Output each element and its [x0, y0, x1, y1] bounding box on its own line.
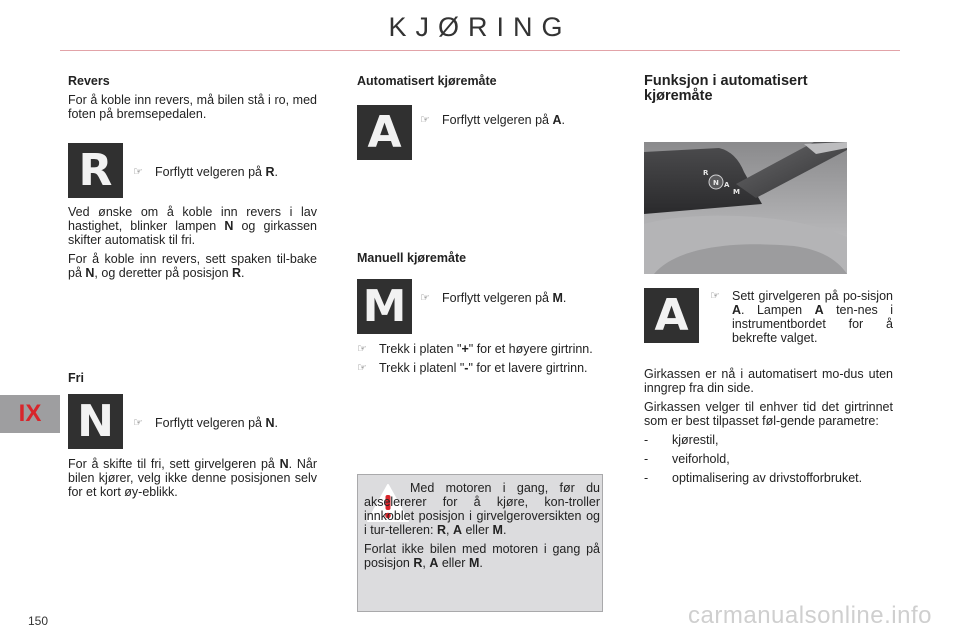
revers-section	[68, 74, 317, 121]
watermark: carmanualsonline.info	[688, 602, 932, 629]
hand-pointer-icon: ☞	[357, 343, 367, 355]
gear-r-box	[68, 143, 123, 198]
step-minus: ☞ Trekk i platenl "-" for et lavere girtrinn.	[357, 361, 588, 375]
a-instruction: ☞ Forflytt velgeren på A.	[420, 113, 565, 127]
fri-section	[68, 371, 84, 385]
auto-p2: Girkassen velger til enhver tid det girtrinnet som er best tilpasset føl-gende parametre:	[644, 400, 893, 428]
manual-heading: Manuell kjøremåte	[357, 251, 467, 265]
page-number: 150	[28, 614, 49, 628]
chapter-tab[interactable]	[0, 395, 60, 433]
list-item: - optimalisering av drivstofforbruket.	[644, 471, 863, 485]
revers-intro: For å koble inn revers, må bilen stå i ro, med foten på bremsepedalen.	[68, 93, 317, 121]
gear-n-letter: N	[77, 395, 114, 447]
fri-p1: For å skifte til fri, sett girvelgeren på N. Når bilen kjører, velg ikke denne posisjonen selv for et kort øy-eblikk.	[68, 457, 317, 499]
step-plus: ☞ Trekk i platen "+" for et høyere girtrinn.	[357, 342, 593, 356]
r-instruction: ☞ Forflytt velgeren på R.	[133, 165, 278, 179]
manual-steps	[357, 342, 603, 375]
revers-p2: For å koble inn revers, sett spaken til-bake på N, og deretter på posisjon R.	[68, 252, 317, 280]
header-rule	[60, 50, 900, 51]
warning-p2: Forlat ikke bilen med motoren i gang på posisjon R, A eller M.	[364, 542, 600, 570]
warning-p1: Med motoren i gang, før du akselererer for å kjøre, kon-troller innkoblet posisjon i girvelgeroversikten og i tur-telleren: R, A eller M.	[364, 481, 600, 537]
manual-heading-wrap	[357, 251, 466, 265]
hand-pointer-icon: ☞	[133, 417, 143, 429]
gear-r-letter: R	[78, 144, 113, 196]
n-instruction: ☞ Forflytt velgeren på N.	[133, 416, 278, 430]
gear-n-box	[68, 394, 123, 449]
auto-p1: Girkassen er nå i automatisert mo-dus uten inngrep fra din side.	[644, 367, 893, 395]
chapter-tab-label: IX	[18, 400, 42, 427]
gear-m-letter: M	[362, 280, 407, 332]
auto-details	[644, 367, 893, 485]
auto-heading: Automatisert kjøremåte	[357, 74, 497, 88]
revers-details	[68, 205, 317, 280]
m-instruction: ☞ Forflytt velgeren på M.	[420, 291, 567, 305]
auto-heading-wrap	[357, 74, 497, 88]
revers-p1: Ved ønske om å koble inn revers i lav hastighet, blinker lampen N og girkassen skifter automatisk til fri.	[68, 205, 317, 247]
hand-pointer-icon: ☞	[357, 362, 367, 374]
set-a-instruction: ☞ Sett girvelgeren på po-sisjon A. Lampen A ten-nes i instrumentbordet for å bekrefte valget.	[710, 289, 894, 345]
gear-m-box	[357, 279, 412, 334]
fri-heading: Fri	[68, 371, 84, 385]
hand-pointer-icon: ☞	[420, 114, 430, 126]
gear-a-box	[357, 105, 412, 160]
gear-lever-illustration	[644, 142, 847, 274]
hand-pointer-icon: ☞	[710, 290, 720, 302]
lever-label-m: M	[733, 188, 740, 196]
gear-a-letter-2: A	[654, 289, 689, 341]
col3-heading: Funksjon i automatisert kjøremåte	[644, 73, 808, 104]
page-title: KJØRING	[388, 12, 572, 42]
lever-label-r: R	[703, 169, 709, 177]
warning-box	[357, 474, 603, 612]
list-item: - veiforhold,	[644, 452, 730, 466]
warning-text	[364, 481, 600, 570]
fri-details	[68, 457, 317, 499]
hand-pointer-icon: ☞	[420, 292, 430, 304]
gear-a-letter: A	[367, 106, 402, 158]
lever-label-n: N	[713, 179, 719, 187]
revers-heading: Revers	[68, 74, 110, 88]
lever-label-a: A	[724, 181, 730, 189]
list-item: - kjørestil,	[644, 433, 719, 447]
gear-a-box-2	[644, 288, 699, 343]
hand-pointer-icon: ☞	[133, 166, 143, 178]
